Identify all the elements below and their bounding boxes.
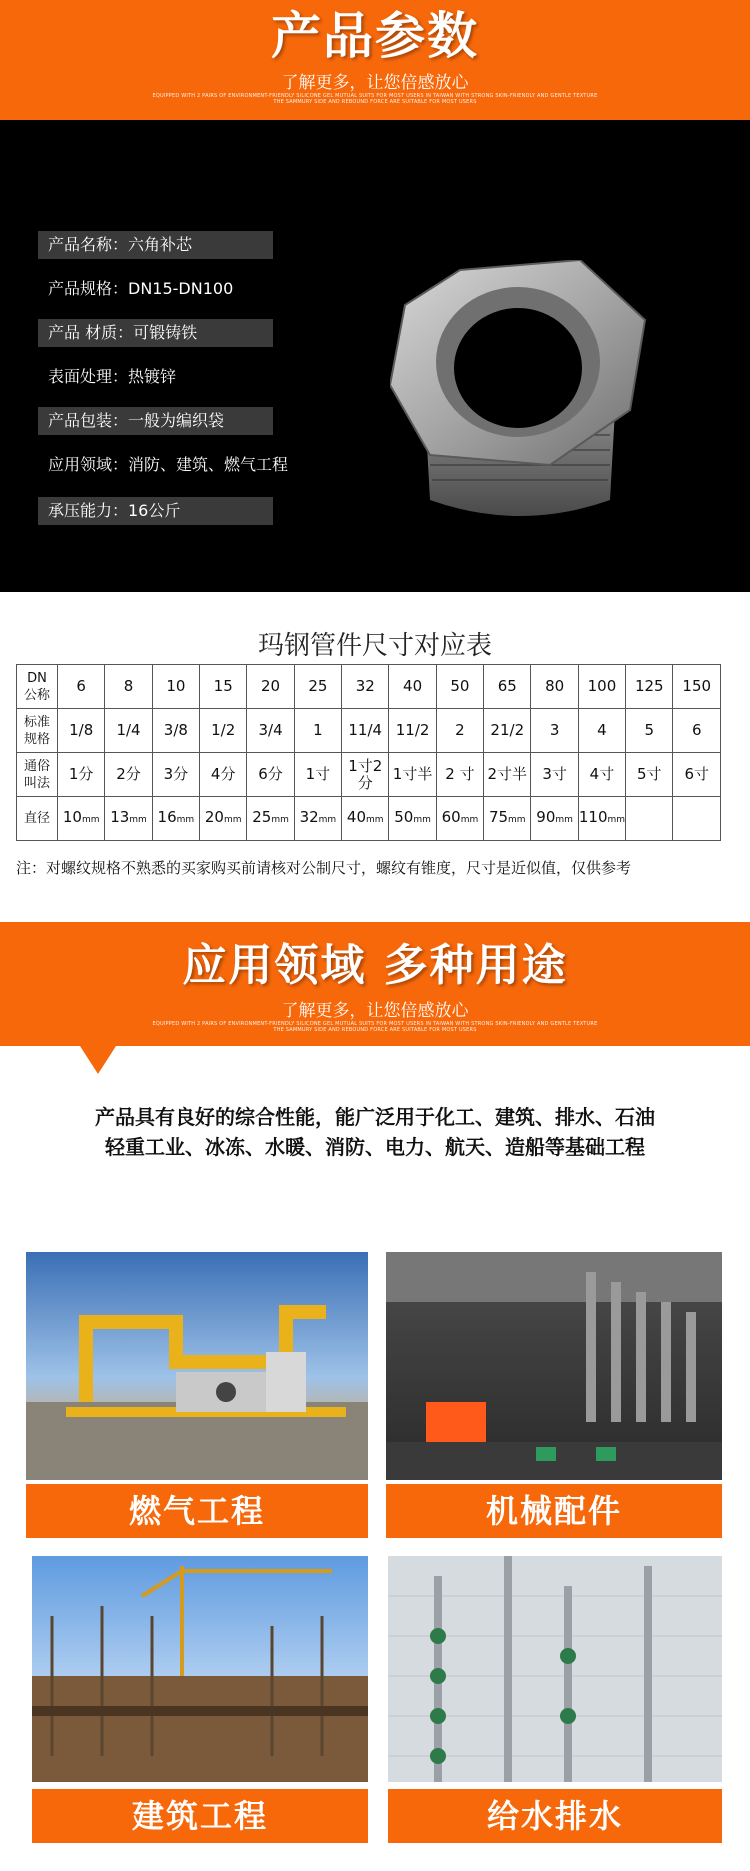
table-cell: 100 (578, 665, 625, 709)
table-cell: 10 (152, 665, 199, 709)
description-line-1: 产品具有良好的综合性能，能广泛用于化工、建筑、排水、石油 (95, 1105, 655, 1129)
table-cell: 1分 (58, 753, 105, 797)
caption-machinery-parts: 机械配件 (386, 1484, 722, 1538)
diameter-value: 60 (441, 807, 461, 826)
unit-label: mm (176, 814, 195, 825)
banner-notch (80, 1046, 116, 1074)
table-cell: 15 (200, 665, 247, 709)
table-cell: 4寸 (578, 753, 625, 797)
table-cell: 3 (531, 709, 578, 753)
table-cell: 1/2 (200, 709, 247, 753)
section-title: 应用领域 多种用途 (182, 940, 568, 991)
unit-label: mm (366, 814, 384, 825)
spec-material: 产品 材质：可锻铸铁 (38, 319, 273, 347)
diameter-value: 16 (157, 807, 177, 826)
table-cell: 4 (578, 709, 625, 753)
banner-fine-print: EQUIPPED WITH 2 PAIRS OF ENVIRONMENT-FRIENDLY SILICONE GEL MUTUAL SUITS FOR MOST USERS IN TAIWAN WITH STRONG SKIN-FRIENDLY AND GENTLE TEXTURE (152, 93, 598, 99)
table-cell (247, 797, 294, 841)
table-cell (342, 797, 389, 841)
table-cell: 6分 (247, 753, 294, 797)
row-header: 直径 (17, 797, 58, 841)
table-cell: 65 (484, 665, 531, 709)
caption-water-drainage: 给水排水 (388, 1789, 722, 1843)
construction-illustration (32, 1556, 368, 1782)
table-cell: 11/4 (342, 709, 389, 753)
unit-label: mm (223, 814, 242, 825)
table-cell: 3/8 (152, 709, 199, 753)
description-line-2: 轻重工业、冰冻、水暖、消防、电力、航天、造船等基础工程 (105, 1135, 645, 1159)
table-cell (531, 797, 578, 841)
caption-gas-engineering: 燃气工程 (26, 1484, 368, 1538)
table-cell (626, 797, 673, 841)
table-cell: 1 (294, 709, 341, 753)
water-pipes-illustration (388, 1556, 722, 1782)
table-cell: 2 寸 (436, 753, 483, 797)
table-cell: 2寸半 (484, 753, 531, 797)
row-header: 通俗 叫法 (17, 753, 58, 797)
banner-fine-print-2: THE SAMMURY SIDE AND REBOUND FORCE ARE SUITABLE FOR MOST USERS (273, 99, 477, 105)
unit-label: mm (81, 814, 100, 825)
table-cell: 1/8 (58, 709, 105, 753)
table-row-diameter (17, 797, 721, 841)
table-cell: 4分 (200, 753, 247, 797)
table-cell: 150 (673, 665, 721, 709)
table-cell: 2 (436, 709, 483, 753)
table-cell (389, 797, 436, 841)
table-cell (484, 797, 531, 841)
table-cell: 6 (673, 709, 721, 753)
table-note: 注：对螺纹规格不熟悉的买家购买前请核对公制尺寸，螺纹有锥度，尺寸是近似值，仅供参考 (16, 859, 632, 877)
section-subtitle: 了解更多，让您倍感放心 (281, 1001, 469, 1021)
table-row-common (17, 753, 721, 797)
table-cell (436, 797, 483, 841)
unit-label: mm (508, 814, 526, 825)
spec-pressure: 承压能力：16公斤 (38, 497, 273, 525)
unit-label: mm (413, 814, 431, 825)
table-row-dn (17, 665, 721, 709)
table-cell: 5 (626, 709, 673, 753)
table-cell: 6 (58, 665, 105, 709)
application-description (0, 1102, 750, 1162)
row-header: 标准 规格 (17, 709, 58, 753)
diameter-value: 25 (252, 807, 272, 826)
table-cell: 2分 (105, 753, 152, 797)
unit-label: mm (460, 814, 479, 825)
table-cell (152, 797, 199, 841)
table-cell: 3寸 (531, 753, 578, 797)
table-cell (673, 797, 721, 841)
section-banner-params (0, 0, 750, 120)
section-banner-applications (0, 922, 750, 1046)
unit-label: mm (318, 814, 337, 825)
table-row-spec (17, 709, 721, 753)
caption-construction: 建筑工程 (32, 1789, 368, 1843)
row-header: DN 公称 (17, 665, 58, 709)
table-cell: 11/2 (389, 709, 436, 753)
diameter-value: 10 (62, 807, 82, 826)
banner-fine-print-2: THE SAMMURY SIDE AND REBOUND FORCE ARE SUITABLE FOR MOST USERS (273, 1027, 477, 1033)
spec-application: 应用领域：消防、建筑、燃气工程 (48, 455, 289, 474)
diameter-value: 13 (110, 807, 130, 826)
table-cell: 125 (626, 665, 673, 709)
table-cell: 1寸半 (389, 753, 436, 797)
size-table (16, 664, 721, 841)
table-cell: 1寸2分 (342, 753, 389, 797)
hex-bushing-image (390, 260, 650, 550)
machinery-photo (386, 1252, 722, 1480)
table-cell: 5寸 (626, 753, 673, 797)
spec-packing: 产品包装：一般为编织袋 (38, 407, 273, 435)
diameter-value: 110 (578, 807, 608, 826)
diameter-value: 20 (204, 807, 224, 826)
pipeline-illustration (26, 1252, 368, 1480)
table-cell: 40 (389, 665, 436, 709)
table-cell (294, 797, 341, 841)
table-cell: 6寸 (673, 753, 721, 797)
table-cell (200, 797, 247, 841)
unit-label: mm (555, 814, 573, 825)
table-title: 玛钢管件尺寸对应表 (257, 631, 492, 661)
unit-label: mm (129, 814, 147, 825)
diameter-value: 40 (346, 807, 366, 826)
banner-fine-print: EQUIPPED WITH 2 PAIRS OF ENVIRONMENT-FRIENDLY SILICONE GEL MUTUAL SUITS FOR MOST USERS IN TAIWAN WITH STRONG SKIN-FRIENDLY AND GENTLE TEXTURE (152, 1021, 598, 1027)
table-cell: 80 (531, 665, 578, 709)
table-cell: 25 (294, 665, 341, 709)
spec-name: 产品名称：六角补芯 (38, 231, 273, 259)
table-cell (105, 797, 152, 841)
diameter-value: 90 (536, 807, 556, 826)
section-subtitle: 了解更多，让您倍感放心 (281, 73, 469, 93)
table-cell: 20 (247, 665, 294, 709)
table-cell: 32 (342, 665, 389, 709)
diameter-value: 32 (299, 807, 319, 826)
construction-photo (32, 1556, 368, 1782)
unit-label: mm (271, 814, 289, 825)
table-cell: 1寸 (294, 753, 341, 797)
table-cell: 21/2 (484, 709, 531, 753)
table-cell: 8 (105, 665, 152, 709)
spec-surface: 表面处理：热镀锌 (48, 367, 177, 386)
table-cell (578, 797, 625, 841)
diameter-value: 75 (488, 807, 509, 826)
spec-size: 产品规格：DN15-DN100 (48, 279, 234, 298)
table-cell: 50 (436, 665, 483, 709)
unit-label: mm (607, 814, 626, 825)
table-cell: 3/4 (247, 709, 294, 753)
table-cell: 1/4 (105, 709, 152, 753)
gas-engineering-photo (26, 1252, 368, 1480)
section-title: 产品参数 (271, 7, 479, 65)
table-cell (58, 797, 105, 841)
furnace-illustration (386, 1252, 722, 1480)
diameter-value: 50 (394, 807, 414, 826)
water-supply-photo (388, 1556, 722, 1782)
table-cell: 3分 (152, 753, 199, 797)
